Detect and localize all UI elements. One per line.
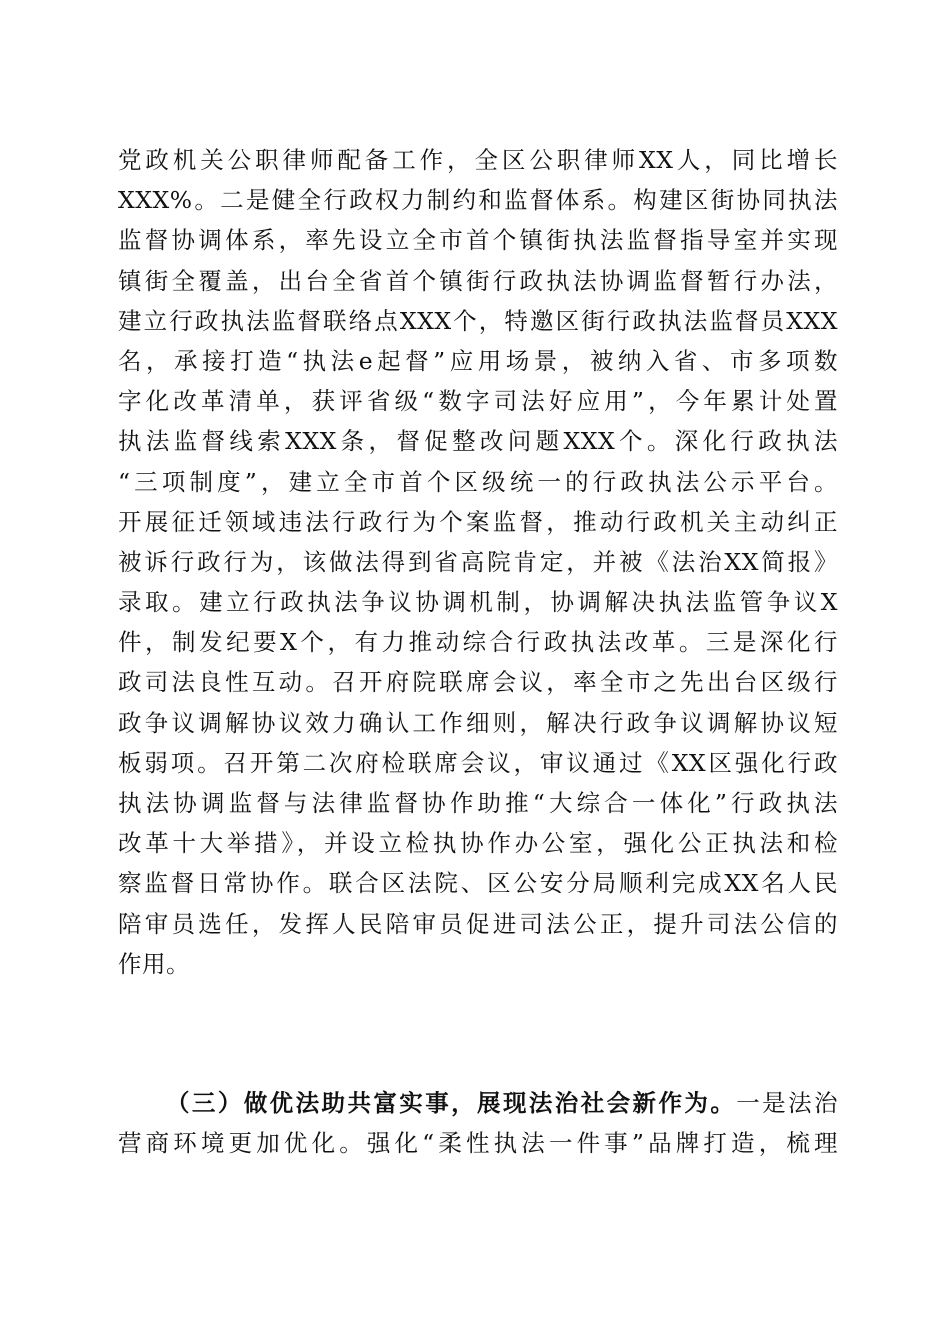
text-line: “三项制度”，建立全市首个区级统一的行政执法公示平台。 bbox=[118, 467, 838, 496]
text-line: 察监督日常协作。联合区法院、区公安分局顺利完成XX名人民 bbox=[118, 869, 838, 898]
text-line: 字化改革清单，获评省级“数字司法好应用”，今年累计处置 bbox=[118, 387, 838, 416]
text-line: 营商环境更加优化。强化“柔性执法一件事”品牌打造，梳理 bbox=[118, 1129, 838, 1158]
text-line: 监督协调体系，率先设立全市首个镇街执法监督指导室并实现 bbox=[118, 226, 838, 255]
text-line: 政司法良性互动。召开府院联席会议，率全市之先出台区级行 bbox=[118, 668, 838, 697]
paragraph-1 bbox=[118, 140, 838, 984]
text-run: 一是法治 bbox=[736, 1089, 839, 1117]
text-line: XXX%。二是健全行政权力制约和监督体系。构建区街协同执法 bbox=[118, 186, 838, 215]
paragraph-2 bbox=[118, 1083, 838, 1163]
text-line: 建立行政执法监督联络点XXX个，特邀区街行政执法监督员XXX bbox=[118, 306, 838, 335]
text-line: 党政机关公职律师配备工作，全区公职律师XX人，同比增长 bbox=[118, 146, 838, 174]
text-line: 镇街全覆盖，出台全省首个镇街行政执法协调监督暂行办法， bbox=[118, 266, 838, 295]
text-line: 录取。建立行政执法争议协调机制，协调解决执法监管争议X bbox=[118, 588, 838, 617]
text-line: 作用。 bbox=[118, 949, 190, 978]
text-line: 执法监督线索XXX条，督促整改问题XXX个。深化行政执法 bbox=[118, 427, 838, 456]
text-line: 名，承接打造“执法e起督”应用场景，被纳入省、市多项数 bbox=[118, 346, 838, 375]
text-line: 陪审员选任，发挥人民陪审员促进司法公正，提升司法公信的 bbox=[118, 909, 838, 938]
section-heading: （三）做优法助共富实事，展现法治社会新作为。 bbox=[166, 1089, 737, 1117]
text-line: 执法协调监督与法律监督协作助推“大综合一体化”行政执法 bbox=[118, 789, 838, 817]
text-line: 改革十大举措》，并设立检执协作办公室，强化公正执法和检 bbox=[118, 829, 838, 858]
text-line: 被诉行政行为，该做法得到省高院肯定，并被《法治XX简报》 bbox=[118, 547, 838, 576]
text-line: 件，制发纪要X个，有力推动综合行政执法改革。三是深化行 bbox=[118, 628, 838, 657]
text-line: 板弱项。召开第二次府检联席会议，审议通过《XX区强化行政 bbox=[118, 748, 838, 777]
section-heading-line bbox=[118, 1083, 838, 1123]
text-line: 开展征迁领域违法行政行为个案监督，推动行政机关主动纠正 bbox=[118, 507, 838, 536]
text-line: 政争议调解协议效力确认工作细则，解决行政争议调解协议短 bbox=[118, 708, 838, 737]
